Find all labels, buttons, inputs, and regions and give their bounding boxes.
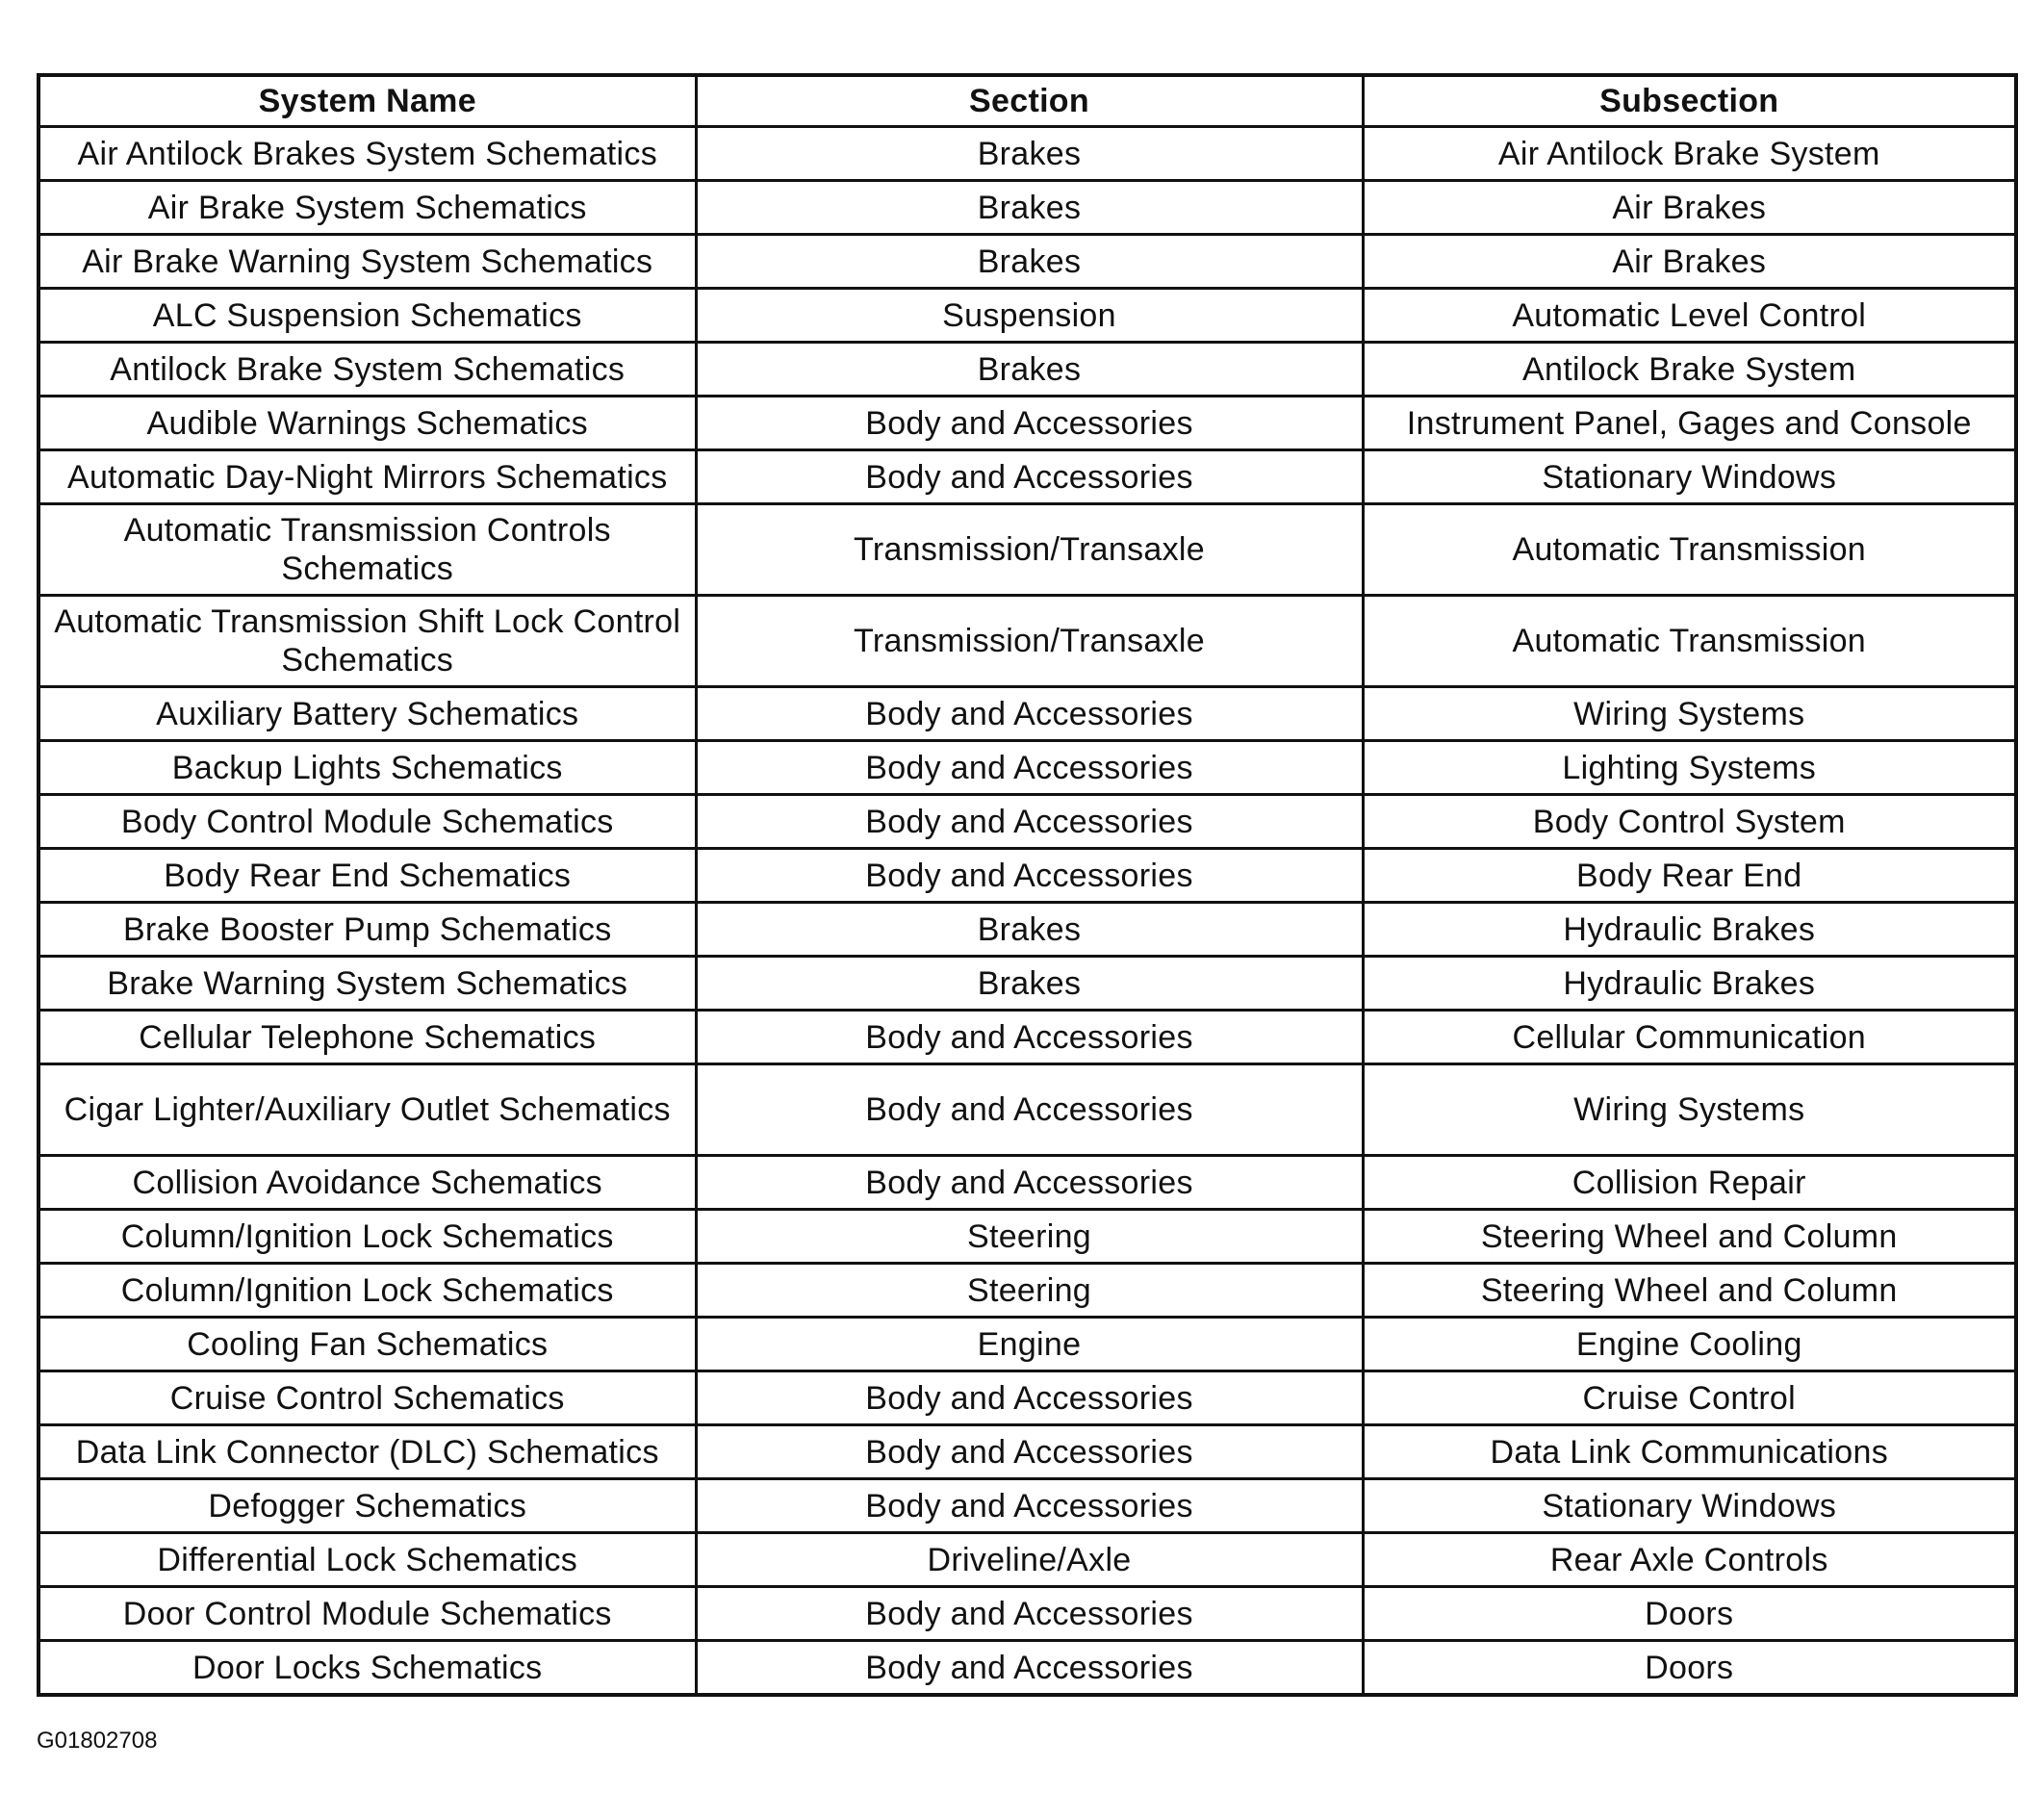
table-row <box>38 1156 2016 1210</box>
cell-subsection: Wiring Systems <box>1363 1064 2016 1156</box>
table-row <box>38 1479 2016 1533</box>
table-row <box>38 741 2016 795</box>
cell-system-name: Defogger Schematics <box>38 1479 696 1533</box>
cell-section: Suspension <box>696 289 1363 343</box>
cell-subsection: Instrument Panel, Gages and Console <box>1363 397 2016 450</box>
cell-subsection: Hydraulic Brakes <box>1363 903 2016 957</box>
cell-section: Body and Accessories <box>696 1479 1363 1533</box>
cell-system-name: Air Brake Warning System Schematics <box>38 235 696 289</box>
cell-section: Engine <box>696 1318 1363 1371</box>
cell-section: Body and Accessories <box>696 1011 1363 1064</box>
cell-section: Brakes <box>696 343 1363 397</box>
cell-subsection: Air Antilock Brake System <box>1363 127 2016 181</box>
cell-section: Body and Accessories <box>696 1587 1363 1641</box>
table-row <box>38 1264 2016 1318</box>
cell-system-name: Column/Ignition Lock Schematics <box>38 1264 696 1318</box>
cell-subsection: Body Rear End <box>1363 849 2016 903</box>
cell-subsection: Steering Wheel and Column <box>1363 1210 2016 1264</box>
cell-system-name: Collision Avoidance Schematics <box>38 1156 696 1210</box>
cell-system-name: Data Link Connector (DLC) Schematics <box>38 1425 696 1479</box>
cell-subsection: Data Link Communications <box>1363 1425 2016 1479</box>
cell-system-name: Cruise Control Schematics <box>38 1371 696 1425</box>
header-system-name: System Name <box>38 75 696 127</box>
cell-section: Transmission/Transaxle <box>696 596 1363 687</box>
cell-subsection: Air Brakes <box>1363 235 2016 289</box>
cell-section: Brakes <box>696 235 1363 289</box>
cell-section: Steering <box>696 1264 1363 1318</box>
cell-system-name: Brake Warning System Schematics <box>38 957 696 1011</box>
header-row <box>38 75 2016 127</box>
cell-subsection: Antilock Brake System <box>1363 343 2016 397</box>
cell-section: Body and Accessories <box>696 795 1363 849</box>
cell-system-name: Air Antilock Brakes System Schematics <box>38 127 696 181</box>
cell-section: Brakes <box>696 903 1363 957</box>
table-row <box>38 849 2016 903</box>
cell-system-name: Column/Ignition Lock Schematics <box>38 1210 696 1264</box>
cell-subsection: Rear Axle Controls <box>1363 1533 2016 1587</box>
cell-system-name: Door Locks Schematics <box>38 1641 696 1696</box>
cell-subsection: Air Brakes <box>1363 181 2016 235</box>
table-row <box>38 1533 2016 1587</box>
cell-subsection: Automatic Transmission <box>1363 504 2016 596</box>
cell-section: Body and Accessories <box>696 1064 1363 1156</box>
table-row <box>38 957 2016 1011</box>
cell-system-name: Cigar Lighter/Auxiliary Outlet Schematics <box>38 1064 696 1156</box>
cell-subsection: Automatic Level Control <box>1363 289 2016 343</box>
cell-section: Body and Accessories <box>696 1641 1363 1696</box>
cell-subsection: Lighting Systems <box>1363 741 2016 795</box>
table-row <box>38 1210 2016 1264</box>
cell-system-name: Body Control Module Schematics <box>38 795 696 849</box>
cell-section: Body and Accessories <box>696 687 1363 741</box>
cell-subsection: Stationary Windows <box>1363 450 2016 504</box>
cell-section: Body and Accessories <box>696 1371 1363 1425</box>
cell-system-name: Brake Booster Pump Schematics <box>38 903 696 957</box>
cell-section: Driveline/Axle <box>696 1533 1363 1587</box>
table-row <box>38 450 2016 504</box>
cell-section: Steering <box>696 1210 1363 1264</box>
table-row <box>38 1064 2016 1156</box>
cell-section: Body and Accessories <box>696 741 1363 795</box>
cell-subsection: Hydraulic Brakes <box>1363 957 2016 1011</box>
schematics-table <box>37 73 2018 1697</box>
table-row <box>38 127 2016 181</box>
table-row <box>38 235 2016 289</box>
table-row <box>38 1371 2016 1425</box>
cell-section: Body and Accessories <box>696 397 1363 450</box>
cell-system-name: Automatic Day-Night Mirrors Schematics <box>38 450 696 504</box>
table-row <box>38 289 2016 343</box>
cell-system-name: ALC Suspension Schematics <box>38 289 696 343</box>
cell-section: Body and Accessories <box>696 849 1363 903</box>
cell-section: Transmission/Transaxle <box>696 504 1363 596</box>
cell-system-name: Air Brake System Schematics <box>38 181 696 235</box>
table-row <box>38 795 2016 849</box>
table-row <box>38 1011 2016 1064</box>
figure-id: G01802708 <box>37 1728 158 1754</box>
table-row <box>38 1318 2016 1371</box>
cell-subsection: Collision Repair <box>1363 1156 2016 1210</box>
table-row <box>38 504 2016 596</box>
cell-subsection: Doors <box>1363 1641 2016 1696</box>
cell-system-name: Cooling Fan Schematics <box>38 1318 696 1371</box>
cell-subsection: Stationary Windows <box>1363 1479 2016 1533</box>
cell-system-name: Backup Lights Schematics <box>38 741 696 795</box>
header-subsection: Subsection <box>1363 75 2016 127</box>
table-row <box>38 1425 2016 1479</box>
cell-subsection: Doors <box>1363 1587 2016 1641</box>
cell-section: Body and Accessories <box>696 1156 1363 1210</box>
cell-subsection: Cellular Communication <box>1363 1011 2016 1064</box>
cell-system-name: Cellular Telephone Schematics <box>38 1011 696 1064</box>
table-row <box>38 903 2016 957</box>
cell-section: Body and Accessories <box>696 1425 1363 1479</box>
cell-system-name: Differential Lock Schematics <box>38 1533 696 1587</box>
cell-section: Brakes <box>696 181 1363 235</box>
table-row <box>38 343 2016 397</box>
cell-subsection: Cruise Control <box>1363 1371 2016 1425</box>
table-row <box>38 181 2016 235</box>
header-section: Section <box>696 75 1363 127</box>
cell-system-name: Audible Warnings Schematics <box>38 397 696 450</box>
cell-subsection: Engine Cooling <box>1363 1318 2016 1371</box>
cell-section: Brakes <box>696 127 1363 181</box>
cell-system-name: Antilock Brake System Schematics <box>38 343 696 397</box>
cell-system-name: Auxiliary Battery Schematics <box>38 687 696 741</box>
cell-section: Brakes <box>696 957 1363 1011</box>
table-row <box>38 397 2016 450</box>
table-body <box>38 127 2016 1696</box>
cell-system-name: Door Control Module Schematics <box>38 1587 696 1641</box>
table-row <box>38 596 2016 687</box>
cell-system-name: Body Rear End Schematics <box>38 849 696 903</box>
cell-subsection: Body Control System <box>1363 795 2016 849</box>
table-row <box>38 687 2016 741</box>
cell-subsection: Automatic Transmission <box>1363 596 2016 687</box>
table-row <box>38 1587 2016 1641</box>
cell-subsection: Wiring Systems <box>1363 687 2016 741</box>
cell-system-name: Automatic Transmission Shift Lock Control Schematics <box>38 596 696 687</box>
cell-subsection: Steering Wheel and Column <box>1363 1264 2016 1318</box>
cell-section: Body and Accessories <box>696 450 1363 504</box>
table-row <box>38 1641 2016 1696</box>
cell-system-name: Automatic Transmission Controls Schematics <box>38 504 696 596</box>
